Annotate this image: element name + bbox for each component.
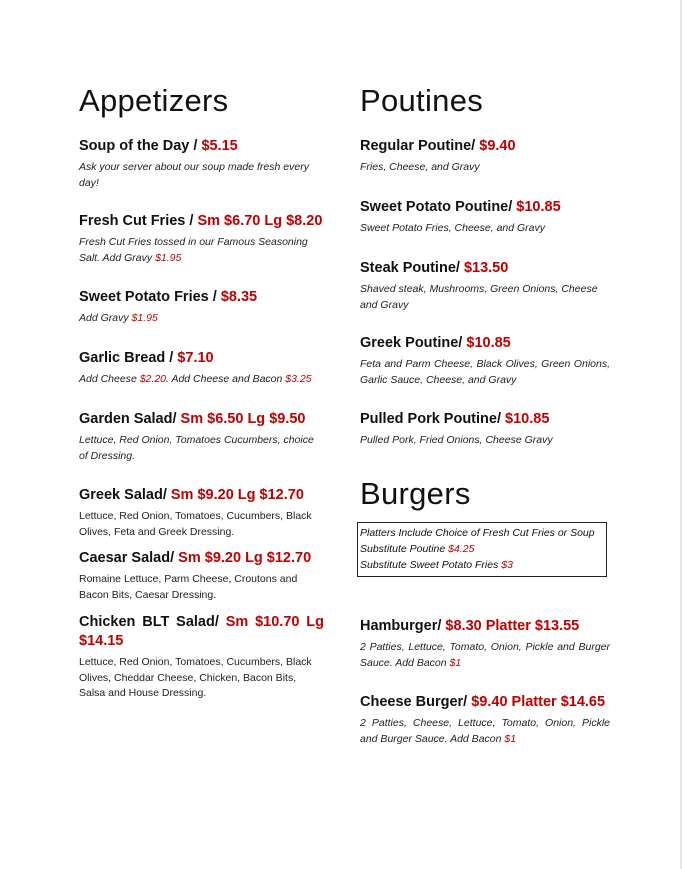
item-price: $10.85 [516,199,561,215]
menu-item-greek-salad [79,486,324,540]
item-name [79,486,324,505]
menu-item-fresh-cut-fries [79,212,324,266]
item-price: $13.50 [463,260,509,276]
item-label: Chicken BLT Salad/ [79,614,219,630]
menu-item-hamburger [360,617,610,671]
addon-price: $2.20 [139,373,166,385]
menu-item-garlic-bread [79,349,324,388]
item-name [79,613,324,651]
menu-item-chicken-blt-salad [79,613,324,702]
item-price: Sm $9.20 Lg $12.70 [178,550,312,566]
item-description: Feta and Parm Cheese, Black Olives, Green Onions, Garlic Sauce, Cheese, and Gravy [360,358,610,386]
platter-text: Substitute Poutine [360,543,449,555]
item-price: $9.40 Platter $14.65 [471,694,606,710]
item-name [79,212,324,231]
item-label: Garden Salad/ [79,411,177,427]
item-description: Sweet Potato Fries, Cheese, and Gravy [360,222,546,234]
item-name [360,693,610,712]
item-label: Pulled Pork Poutine/ [360,411,501,427]
description-text: 2 Patties, Cheese, Lettuce, Tomato, Onion, Pickle and Burger Sauce. Add Bacon [360,717,610,745]
item-label: Greek Salad/ [79,487,167,503]
item-label: Cheese Burger/ [360,694,468,710]
item-name [360,617,610,636]
item-description [79,372,324,388]
item-price: $10.85 [505,411,550,427]
platter-text: Substitute Sweet Potato Fries [360,559,502,571]
item-name [360,198,610,217]
item-description: Ask your server about our soup made fresh every day! [79,161,309,189]
item-description: Lettuce, Red Onion, Tomatoes, Cucumbers, Black Olives, Feta and Greek Dressing. [79,510,312,538]
item-name [79,288,324,307]
appetizers-title: Appetizers [79,83,229,118]
item-name [360,259,610,278]
description-text: 2 Patties, Lettuce, Tomato, Onion, Pickle and Burger Sauce. Add Bacon [360,641,610,669]
menu-item-cheese-burger [360,693,610,747]
item-price: $9.40 [479,138,516,154]
item-name [79,549,324,568]
description-text: . Add Cheese and Bacon [166,373,286,385]
item-label: Garlic Bread / [79,350,174,366]
item-label: Caesar Salad/ [79,550,175,566]
addon-price: $3.25 [285,373,312,385]
item-name [79,137,324,156]
poutines-title: Poutines [360,83,484,118]
item-price: Sm $10.70 Lg $14.15 [79,614,324,649]
item-price: $8.30 Platter $13.55 [445,618,580,634]
description-text: Add Cheese [79,373,140,385]
item-description: Lettuce, Red Onion, Tomatoes Cucumbers, choice of Dressing. [79,434,314,462]
item-price: $7.10 [177,350,214,366]
burgers-title: Burgers [360,476,471,511]
item-label: Greek Poutine/ [360,335,463,351]
item-label: Sweet Potato Poutine/ [360,199,513,215]
platter-line [358,557,606,573]
item-description [79,311,324,327]
item-description: Shaved steak, Mushrooms, Green Onions, Cheese and Gravy [360,283,598,311]
menu-item-steak-poutine [360,259,610,313]
platter-line [358,541,606,557]
description-text: Fresh Cut Fries tossed in our Famous Seasoning Salt. Add Gravy [79,236,308,264]
menu-item-caesar-salad [79,549,324,603]
item-name [360,334,610,353]
platter-line: Platters Include Choice of Fresh Cut Fries or Soup [360,527,595,539]
description-text: Add Gravy [79,312,132,324]
item-description: Pulled Pork, Fried Onions, Cheese Gravy [360,434,553,446]
item-description: Fries, Cheese, and Gravy [360,161,480,173]
item-name [79,410,324,429]
menu-item-soup [79,137,324,191]
item-price: $5.15 [201,138,238,154]
addon-price: $1 [504,732,517,745]
item-description: Romaine Lettuce, Parm Cheese, Croutons and Bacon Bits, Caesar Dressing. [79,573,298,601]
item-description [360,716,610,747]
menu-item-sweet-potato-fries [79,288,324,327]
addon-price: $1 [449,656,462,669]
menu-item-sweet-potato-poutine [360,198,610,237]
item-price: Sm $6.70 Lg $8.20 [197,213,323,229]
item-description [360,640,610,671]
item-name [360,410,610,429]
platter-info-box [357,522,607,577]
platter-price: $3 [501,559,513,571]
item-price: Sm $9.20 Lg $12.70 [170,487,304,503]
item-label: Sweet Potato Fries / [79,289,217,305]
item-label: Hamburger/ [360,618,442,634]
item-label: Regular Poutine/ [360,138,476,154]
item-price: Sm $6.50 Lg $9.50 [180,411,306,427]
item-name [79,349,324,368]
item-label: Fresh Cut Fries / [79,213,194,229]
addon-price: $1.95 [131,312,158,324]
platter-price: $4.25 [448,543,475,555]
menu-item-regular-poutine [360,137,610,176]
menu-item-pulled-pork-poutine [360,410,610,449]
item-name [360,137,610,156]
addon-price: $1.95 [155,251,182,264]
item-label: Steak Poutine/ [360,260,460,276]
item-label: Soup of the Day / [79,138,198,154]
item-price: $8.35 [220,289,258,305]
item-description: Lettuce, Red Onion, Tomatoes, Cucumbers, Black Olives, Cheddar Cheese, Chicken, Bacon Bits, Salsa and House Dressing. [79,656,312,699]
item-price: $10.85 [466,335,511,351]
item-description [79,235,324,266]
menu-item-garden-salad [79,410,324,464]
menu-item-greek-poutine [360,334,610,388]
